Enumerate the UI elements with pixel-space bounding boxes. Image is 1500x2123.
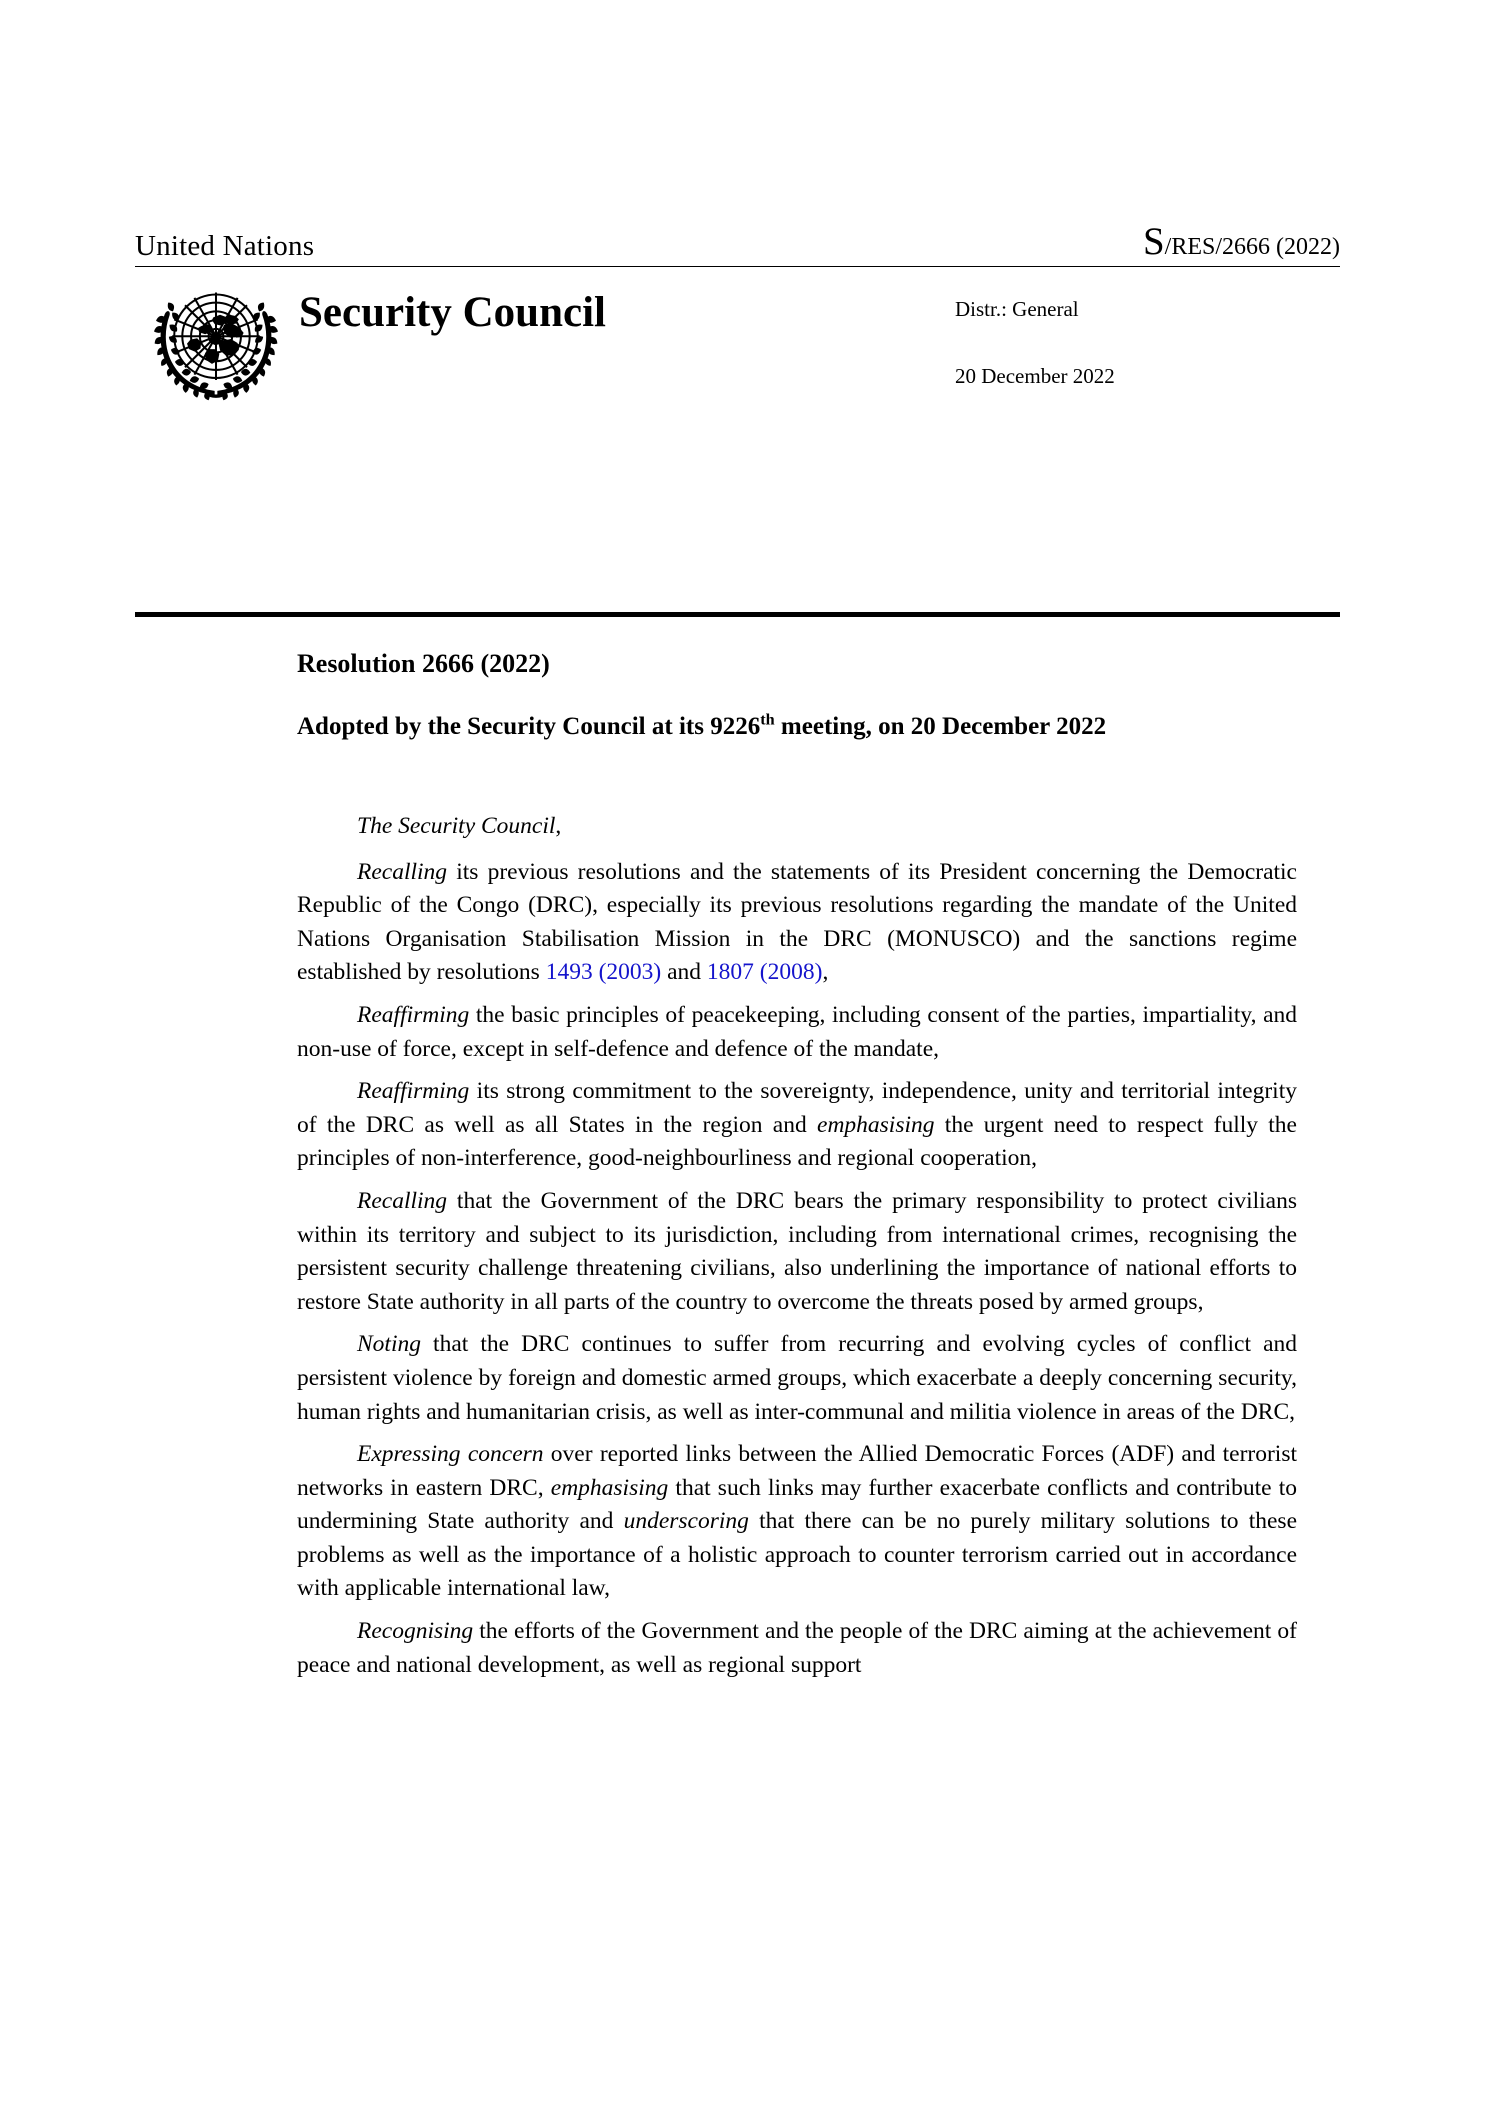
un-emblem-icon [147, 279, 285, 407]
document-symbol-letter: S [1142, 220, 1165, 263]
paragraph-text: the efforts of the Government and the people of the DRC aiming at the achievement of peace and national development, as well as regional support [297, 1618, 1297, 1678]
masthead-divider-thin [135, 266, 1340, 267]
adoption-ordinal-suffix: th [760, 710, 775, 729]
paragraph-lead-in: Recalling [357, 1187, 448, 1214]
paragraph-lead-in: Recalling [357, 858, 448, 885]
preambular-paragraph [297, 856, 1297, 990]
paragraph-emphasis: emphasising [817, 1111, 935, 1138]
paragraph-text: that there can be no purely military solutions to these problems as well as the importance of a holistic approach to counter terrorism carried out in accordance with applicable international law, [297, 1508, 1298, 1602]
paragraph-text: the urgent need to respect fully the principles of non-interference, good-neighbourliness and regional cooperation, [297, 1111, 1297, 1172]
paragraph-emphasis: underscoring [623, 1508, 749, 1535]
paragraph-lead-in: Recognising [357, 1618, 474, 1645]
preambular-paragraph [297, 1438, 1297, 1606]
document-date: 20 December 2022 [955, 364, 1115, 389]
section-divider-thick [135, 612, 1340, 617]
salutation-comma: , [555, 813, 562, 839]
organization-name: United Nations [135, 230, 315, 262]
paragraph-lead-in: Expressing concern [357, 1441, 544, 1468]
paragraph-lead-in: Reaffirming [357, 1001, 470, 1028]
distribution-block [955, 297, 1115, 389]
document-symbol [1143, 222, 1340, 261]
resolution-body [297, 810, 1297, 1682]
preambular-paragraph [297, 1185, 1297, 1319]
adoption-prefix: Adopted by the Security Council at its 9226 [297, 713, 761, 740]
paragraph-emphasis: emphasising [550, 1474, 669, 1501]
paragraph-text: the basic principles of peacekeeping, including consent of the parties, impartiality, and non-use of force, except in self-defence and defence of the mandate, [297, 1001, 1297, 1062]
preambular-paragraph [297, 999, 1297, 1066]
paragraph-text: that the Government of the DRC bears the primary responsibility to protect civilians within its territory and subject to its jurisdiction, including from international crimes, recognising the persistent security challenge threatening civilians, also underlining the importance of national efforts to restore State authority in all parts of the country to overcome the threats posed by armed groups, [297, 1187, 1297, 1315]
paragraph-text: that such links may further exacerbate conflicts and contribute to undermining State authority and [297, 1474, 1297, 1535]
paragraph-lead-in: Noting [357, 1331, 421, 1358]
distribution-label: Distr.: General [955, 297, 1079, 321]
salutation-text: The Security Council [357, 813, 556, 839]
preambular-paragraph [297, 1615, 1297, 1682]
paragraph-text: over reported links between the Allied Democratic Forces (ADF) and terrorist networks in eastern DRC, [297, 1441, 1298, 1501]
resolution-link[interactable]: 1807 (2008) [706, 959, 823, 986]
masthead [135, 215, 1340, 407]
paragraph-text: its strong commitment to the sovereignty, independence, unity and territorial integrity of the DRC as well as all States in the region and [297, 1078, 1297, 1138]
paragraph-lead-in: Reaffirming [357, 1078, 470, 1105]
paragraph-text: its previous resolutions and the statements of its President concerning the Democratic Republic of the Congo (DRC), especially its previous resolutions regarding the mandate of the United Nations Organisation Stabilisation Mission in the DRC (MONUSCO) and the sanctions regime established by resolutions [297, 858, 1297, 986]
paragraph-text: that the DRC continues to suffer from recurring and evolving cycles of conflict and persistent violence by foreign and domestic armed groups, which exacerbate a deeply concerning security, human rights and humanitarian crisis, as well as inter-communal and militia violence in areas of the DRC, [297, 1331, 1297, 1425]
paragraph-text: , [822, 959, 829, 986]
adoption-statement [297, 710, 1287, 745]
preambular-paragraph [297, 1075, 1297, 1176]
resolution-link[interactable]: 1493 (2003) [545, 959, 662, 986]
resolution-title: Resolution 2666 (2022) [297, 649, 550, 678]
council-title: Security Council [299, 289, 606, 336]
salutation-paragraph [297, 810, 1297, 844]
adoption-suffix: meeting, on 20 December 2022 [774, 713, 1107, 740]
masthead-top-row [135, 215, 1340, 261]
paragraph-text: and [661, 959, 707, 986]
document-symbol-rest: /RES/2666 (2022) [1164, 234, 1340, 260]
preambular-paragraph [297, 1328, 1297, 1429]
masthead-body-row [135, 279, 1340, 407]
